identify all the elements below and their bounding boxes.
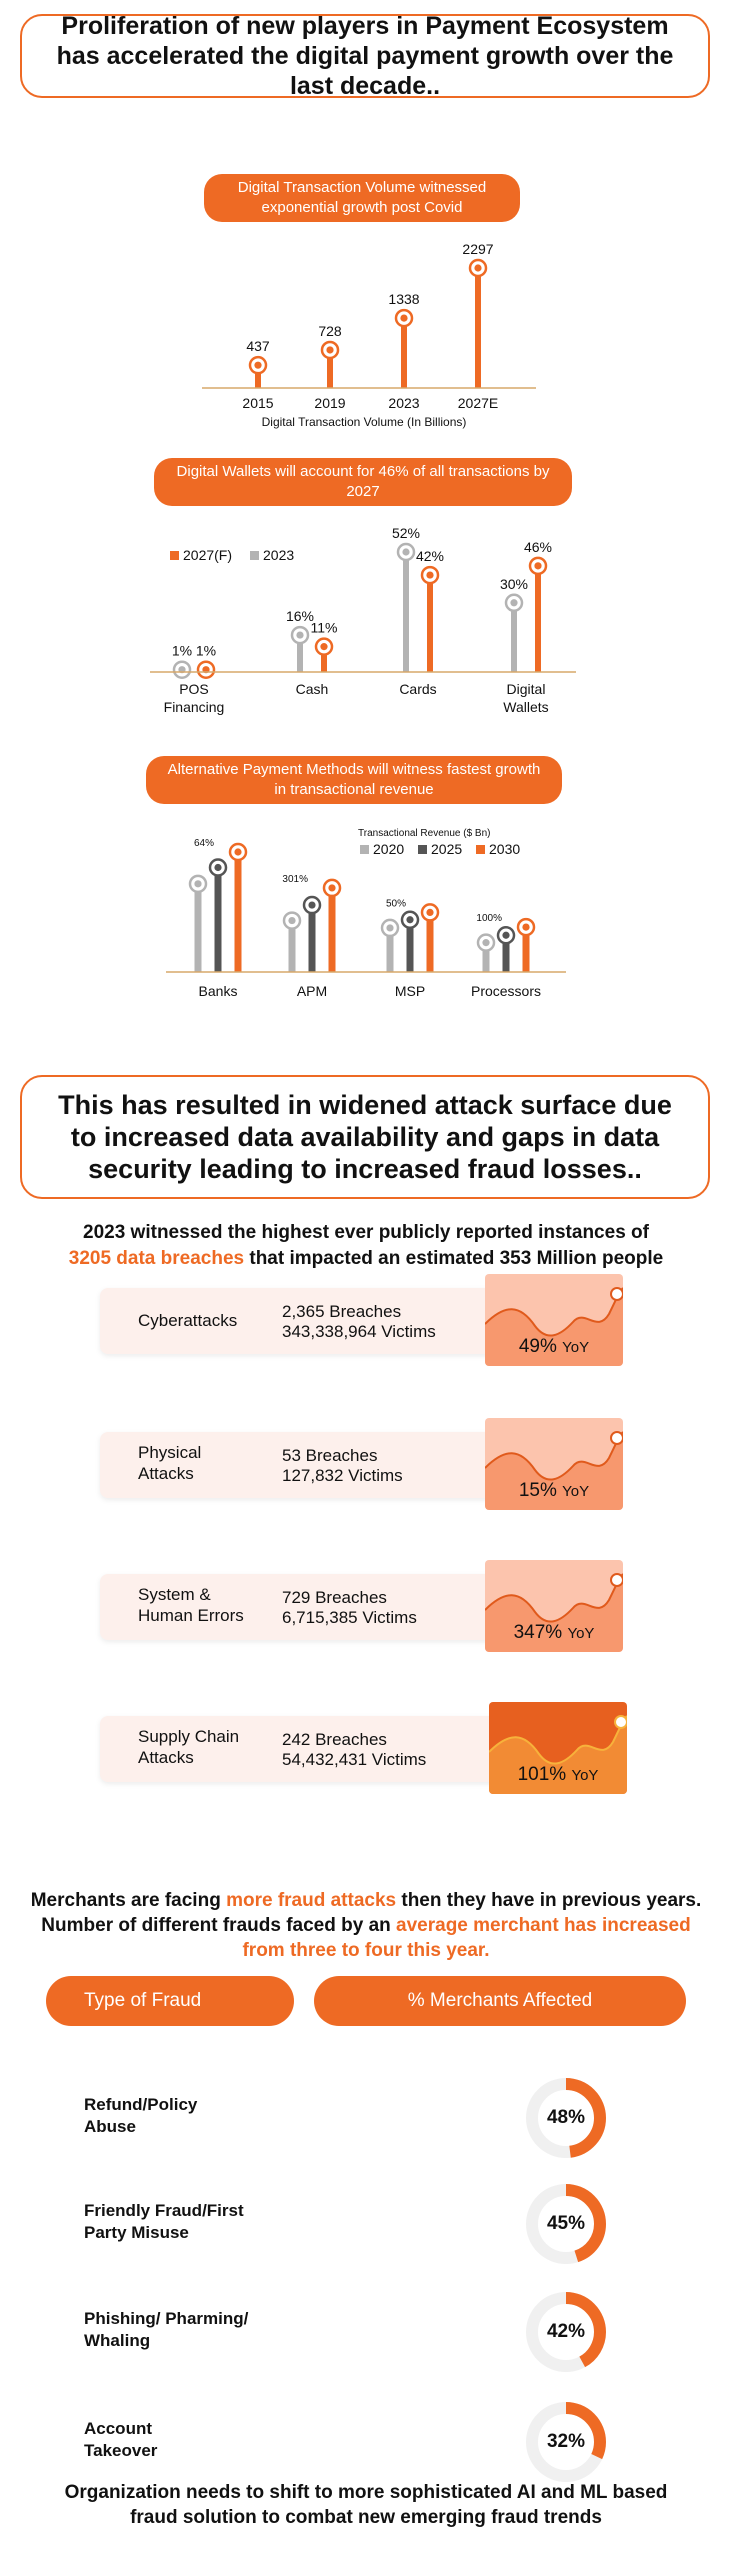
chart3-tick-label-3: Processors [470, 983, 542, 999]
chart3-2030-point-2-dot [426, 909, 433, 916]
breach-stats [282, 1730, 426, 1770]
chart3-legend-swatch-2030 [476, 845, 485, 854]
chart3-growth-label-2: 50% [385, 898, 406, 910]
chart1-transaction-volume [0, 230, 732, 440]
merchants-text-1: Merchants are facing [30, 1890, 227, 1911]
chart3-legend-label-2030: 2030 [489, 841, 521, 857]
chart3-legend-label-2025: 2025 [431, 841, 463, 857]
chart3-2030-point-1-dot [328, 884, 335, 891]
chart2-2023-point-1-dot [296, 631, 303, 638]
chart3-2020-point-1-dot [288, 917, 295, 924]
chart1-tick-label-2027E: 2027E [457, 395, 499, 411]
breach-type [138, 1584, 244, 1626]
chart3-legend-label-2020: 2020 [373, 841, 405, 857]
breach-victims: 54,432,431 Victims [282, 1750, 427, 1769]
chart3-tick-label-1: APM [296, 983, 328, 999]
chart3-2020-point-3-dot [482, 939, 489, 946]
breach-type [138, 1442, 201, 1484]
breach-intro-highlight: 3205 data breaches [68, 1248, 245, 1269]
chart3-growth-label-1: 301% [282, 873, 308, 885]
chart3-2020-point-2-dot [386, 924, 393, 931]
chart3-pill: Alternative Payment Methods will witness fastest growth in transactional revenue [146, 756, 562, 804]
breach-type-line2: Attacks [138, 1748, 194, 1767]
chart2-tick-label-2-line1: Cards [399, 681, 437, 697]
merchants-highlight-1: more fraud attacks [226, 1890, 397, 1911]
breach-type-line2: Human Errors [138, 1606, 244, 1625]
footer-line1: Organization needs to shift to more sophisticated AI and ML based [64, 2482, 668, 2503]
breach-victims: 343,338,964 Victims [282, 1322, 436, 1341]
footer-line2: fraud solution to combat new emerging fraud trends [130, 2507, 602, 2528]
fraud-type-label [84, 2308, 248, 2352]
yoy-value: 15% [518, 1480, 557, 1501]
fraud-type-line2: Party Misuse [84, 2223, 189, 2242]
chart2-share-of-transactions [0, 512, 732, 732]
breach-intro-line2: that impacted an estimated 353 Million people [244, 1248, 664, 1269]
donut-value-label: 42% [546, 2321, 586, 2342]
chart1-x-axis-title: Digital Transaction Volume (In Billions) [261, 415, 467, 429]
chart2-legend-label-2027(F): 2027(F) [183, 547, 233, 563]
breach-type [138, 1726, 239, 1768]
chart2-tick-label-3-line1: Digital [506, 681, 546, 697]
chart3-legend-swatch-2020 [360, 845, 369, 854]
yoy-suffix: YoY [562, 1483, 590, 1500]
breach-victims: 127,832 Victims [282, 1466, 403, 1485]
chart3-2020-point-0-dot [194, 880, 201, 887]
yoy-box [485, 1418, 623, 1510]
yoy-suffix: YoY [571, 1767, 599, 1784]
chart2-2027(F)-point-3-bar [535, 566, 541, 672]
fraud-type-line1: Friendly Fraud/First [84, 2201, 244, 2220]
fraud-type-line1: Refund/Policy [84, 2095, 198, 2114]
yoy-label [489, 1764, 627, 1786]
chart3-transactional-revenue [0, 812, 732, 1012]
yoy-value: 49% [518, 1336, 557, 1357]
fraud-type-line2: Abuse [84, 2117, 136, 2136]
chart3-legend-swatch-2025 [418, 845, 427, 854]
yoy-suffix: YoY [567, 1625, 595, 1642]
yoy-label [485, 1480, 623, 1502]
yoy-suffix: YoY [562, 1339, 590, 1356]
breach-count: 729 Breaches [282, 1588, 387, 1607]
yoy-box [485, 1274, 623, 1366]
chart2-2027(F)-point-1-dot [320, 643, 327, 650]
chart1-point-2019-dot [326, 346, 333, 353]
fraud-type-label [84, 2200, 244, 2244]
chart2-legend-swatch-2027(F) [170, 551, 179, 560]
chart2-2023-value-label-3: 30% [499, 575, 529, 592]
chart2-legend-swatch-2023 [250, 551, 259, 560]
chart2-2023-point-2-bar [403, 552, 409, 672]
yoy-box [485, 1560, 623, 1652]
chart3-growth-label-3: 100% [476, 913, 502, 925]
breach-type-line1: Cyberattacks [138, 1311, 238, 1330]
chart2-tick-label-0-line2: Financing [163, 699, 225, 715]
breach-stats [282, 1446, 403, 1486]
chart3-2025-point-1-dot [308, 901, 315, 908]
breach-type [138, 1310, 237, 1331]
yoy-value: 101% [517, 1764, 567, 1785]
chart2-2027(F)-point-3-dot [534, 562, 541, 569]
chart2-2027(F)-value-label-1: 11% [310, 619, 338, 636]
chart2-2027(F)-value-label-3: 46% [523, 538, 553, 555]
yoy-value: 347% [513, 1622, 563, 1643]
chart1-value-label-2019: 728 [318, 322, 342, 339]
chart2-2023-value-label-2: 52% [391, 525, 421, 541]
chart2-2023-point-3-bar [511, 603, 517, 672]
chart3-2025-point-2-dot [406, 916, 413, 923]
donut-value-label: 32% [546, 2431, 586, 2452]
chart1-point-2015-dot [254, 362, 261, 369]
chart2-2023-value-label-0: 1% [171, 642, 193, 659]
breach-stats [282, 1302, 436, 1342]
breach-intro [20, 1220, 712, 1272]
chart2-tick-label-0-line1: POS [179, 681, 209, 697]
chart2-2027(F)-point-2-dot [426, 571, 433, 578]
chart3-2030-point-3-dot [522, 924, 529, 931]
yoy-label [485, 1622, 623, 1644]
yoy-box [489, 1702, 627, 1794]
yoy-label [485, 1336, 623, 1358]
chart1-point-2023-dot [400, 315, 407, 322]
chart2-pill: Digital Wallets will account for 46% of all transactions by 2027 [154, 458, 572, 506]
chart2-legend-label-2023: 2023 [263, 547, 295, 563]
chart2-tick-label-1-line1: Cash [295, 681, 329, 697]
donut-value-label: 45% [546, 2213, 586, 2234]
col-header-type-of-fraud: Type of Fraud [46, 1976, 294, 2026]
chart3-legend-title: Transactional Revenue ($ Bn) [358, 828, 491, 839]
breach-type-line1: Supply Chain [138, 1727, 240, 1746]
header-proliferation [20, 14, 710, 98]
header-proliferation-text: Proliferation of new players in Payment Ecosystem has accelerated the digital payment growth over the last decade.. [56, 12, 674, 100]
breach-type-line1: Physical [138, 1443, 202, 1462]
chart3-2025-point-0-dot [214, 864, 221, 871]
fraud-type-line2: Whaling [84, 2331, 151, 2350]
chart3-tick-label-2: MSP [394, 983, 426, 999]
chart3-tick-label-0: Banks [198, 983, 238, 999]
chart1-value-label-2015: 437 [246, 338, 270, 355]
breach-victims: 6,715,385 Victims [282, 1608, 417, 1627]
chart2-2023-value-label-1: 16% [285, 608, 315, 625]
chart3-2025-point-3-dot [502, 932, 509, 939]
breach-count: 2,365 Breaches [282, 1302, 402, 1321]
chart1-value-label-2027E: 2297 [462, 241, 494, 257]
fraud-type-line1: Phishing/ Pharming/ [84, 2309, 249, 2328]
chart2-2023-point-2-dot [402, 548, 409, 555]
breach-type-line2: Attacks [138, 1464, 194, 1483]
chart3-growth-label-0: 64% [193, 838, 214, 849]
chart1-value-label-2023: 1338 [388, 291, 420, 308]
chart1-point-2027E-dot [474, 264, 481, 271]
merchants-paragraph [30, 1888, 702, 1963]
chart1-tick-label-2023: 2023 [388, 395, 420, 411]
chart3-2030-point-1-bar [329, 888, 336, 972]
chart2-2023-point-3-dot [510, 599, 517, 606]
fraud-type-label [84, 2418, 157, 2462]
fraud-type-line2: Takeover [84, 2441, 158, 2460]
chart2-2027(F)-point-2-bar [427, 575, 433, 672]
footer-conclusion [20, 2480, 712, 2530]
chart3-2030-point-0-bar [235, 852, 242, 972]
breach-count: 242 Breaches [282, 1730, 387, 1749]
chart1-tick-label-2015: 2015 [242, 395, 274, 411]
chart2-2027(F)-value-label-0: 1% [195, 642, 217, 659]
breach-count: 53 Breaches [282, 1446, 378, 1465]
header-attack-surface [20, 1075, 710, 1199]
fraud-type-label [84, 2094, 197, 2138]
header-attack-surface-text: This has resulted in widened attack surface due to increased data availability and gaps in data security leading to increased fraud losses.. [58, 1090, 672, 1184]
merchants-text-2: then they have in previous years. Number of different frauds faced by an [41, 1890, 702, 1936]
chart3-2025-point-0-bar [215, 868, 222, 972]
donut-value-label: 48% [546, 2107, 586, 2128]
fraud-type-line1: Account [84, 2419, 152, 2438]
chart1-tick-label-2019: 2019 [314, 395, 346, 411]
chart2-2027(F)-value-label-2: 42% [415, 548, 445, 565]
chart1-point-2023-bar [401, 318, 407, 388]
breach-intro-line1: 2023 witnessed the highest ever publicly reported instances of [83, 1222, 649, 1243]
col-header-merchants-affected: % Merchants Affected [314, 1976, 686, 2026]
chart1-pill: Digital Transaction Volume witnessed exponential growth post Covid [204, 174, 520, 222]
breach-type-line1: System & [138, 1585, 211, 1604]
chart3-2020-point-0-bar [195, 884, 202, 972]
chart3-2025-point-1-bar [309, 905, 316, 972]
breach-stats [282, 1588, 417, 1628]
chart3-2030-point-0-dot [234, 848, 241, 855]
chart2-tick-label-3-line2: Wallets [503, 699, 549, 715]
merchants-highlight-2: average merchant has increased from three to four this year. [242, 1915, 691, 1961]
chart1-point-2027E-bar [475, 268, 481, 388]
